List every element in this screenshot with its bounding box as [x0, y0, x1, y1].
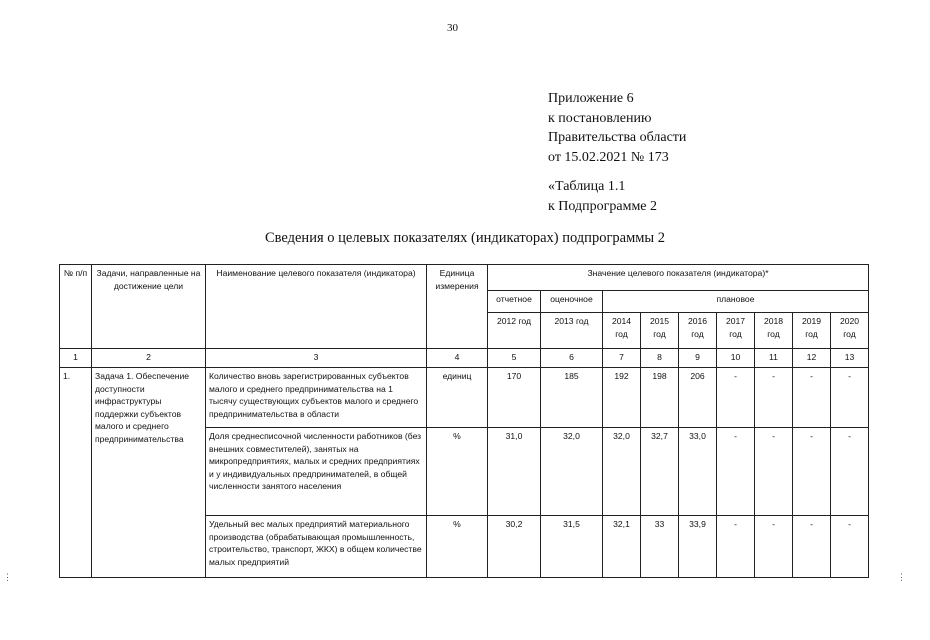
indicator-unit: %	[427, 428, 488, 516]
column-number: 10	[717, 349, 755, 368]
value-cell: -	[717, 368, 755, 428]
header-tasks: Задачи, направленные на достижение цели	[92, 265, 206, 349]
task-text: Задача 1. Обеспечение доступности инфраструктуры поддержки субъектов малого и среднего предпринимательства	[92, 368, 206, 578]
indicator-unit: единиц	[427, 368, 488, 428]
value-cell: 31,5	[541, 516, 603, 578]
value-cell: -	[831, 516, 869, 578]
scan-edge-mark: ⋮	[897, 572, 906, 582]
table-ref-line: к Подпрограмме 2	[548, 198, 658, 214]
appendix-line: к постановлению	[548, 110, 652, 126]
column-number: 9	[679, 349, 717, 368]
value-cell: 32,1	[603, 516, 641, 578]
column-number: 4	[427, 349, 488, 368]
header-year: 2014 год	[603, 313, 641, 349]
header-year: 2020 год	[831, 313, 869, 349]
value-cell: 206	[679, 368, 717, 428]
value-cell: -	[793, 428, 831, 516]
value-cell: -	[793, 368, 831, 428]
indicators-table	[59, 264, 869, 578]
header-reported: отчетное	[488, 291, 541, 313]
indicator-name: Доля среднесписочной численности работников (без внешних совместителей), занятых на микропредприятиях, малых и средних предприятиях и у индивидуальных предпринимателей, в общей численности занятого населения	[206, 428, 427, 516]
task-number: 1.	[60, 368, 92, 578]
value-cell: -	[831, 428, 869, 516]
header-year: 2018 год	[755, 313, 793, 349]
value-cell: 33	[641, 516, 679, 578]
value-cell: -	[755, 368, 793, 428]
column-number: 8	[641, 349, 679, 368]
column-number: 1	[60, 349, 92, 368]
column-number: 5	[488, 349, 541, 368]
header-unit: Единица измерения	[427, 265, 488, 349]
appendix-line: Приложение 6	[548, 91, 634, 106]
column-number: 6	[541, 349, 603, 368]
value-cell: -	[717, 516, 755, 578]
header-value: Значение целевого показателя (индикатора)*	[488, 265, 869, 291]
value-cell: 32,0	[603, 428, 641, 516]
value-cell: 198	[641, 368, 679, 428]
column-number: 12	[793, 349, 831, 368]
value-cell: 30,2	[488, 516, 541, 578]
document-title: Сведения о целевых показателях (индикаторах) подпрограммы 2	[264, 230, 666, 246]
column-number: 2	[92, 349, 206, 368]
appendix-line: от 15.02.2021 № 173	[548, 149, 669, 165]
table-ref-line: «Таблица 1.1	[548, 179, 626, 194]
header-year: 2015 год	[641, 313, 679, 349]
indicator-unit: %	[427, 516, 488, 578]
page-number: 30	[447, 22, 458, 34]
table-row	[60, 368, 869, 428]
scan-edge-mark: ⋮	[3, 572, 12, 582]
value-cell: -	[717, 428, 755, 516]
appendix-block	[548, 89, 686, 167]
table-reference	[548, 177, 657, 216]
value-cell: -	[755, 516, 793, 578]
header-estimated: оценочное	[541, 291, 603, 313]
column-number: 3	[206, 349, 427, 368]
value-cell: -	[793, 516, 831, 578]
column-number: 7	[603, 349, 641, 368]
value-cell: 33,9	[679, 516, 717, 578]
column-numbers-row	[60, 349, 869, 368]
header-year: 2019 год	[793, 313, 831, 349]
header-planned: плановое	[603, 291, 869, 313]
header-year: 2012 год	[488, 313, 541, 349]
header-year: 2016 год	[679, 313, 717, 349]
value-cell: -	[831, 368, 869, 428]
value-cell: 32,7	[641, 428, 679, 516]
header-year: 2013 год	[541, 313, 603, 349]
value-cell: -	[755, 428, 793, 516]
value-cell: 33,0	[679, 428, 717, 516]
header-num: № п/п	[60, 265, 92, 349]
column-number: 11	[755, 349, 793, 368]
header-year: 2017 год	[717, 313, 755, 349]
value-cell: 31,0	[488, 428, 541, 516]
value-cell: 192	[603, 368, 641, 428]
value-cell: 185	[541, 368, 603, 428]
value-cell: 32,0	[541, 428, 603, 516]
header-indicator: Наименование целевого показателя (индикатора)	[206, 265, 427, 349]
column-number: 13	[831, 349, 869, 368]
value-cell: 170	[488, 368, 541, 428]
indicator-name: Удельный вес малых предприятий материального производства (обрабатывающая промышленность, строительство, транспорт, ЖКХ) в общем количестве малых предприятий	[206, 516, 427, 578]
appendix-line: Правительства области	[548, 130, 687, 145]
indicator-name: Количество вновь зарегистрированных субъектов малого и среднего предпринимательства на 1 тысячу существующих субъектов малого и среднего предпринимательства в области	[206, 368, 427, 428]
